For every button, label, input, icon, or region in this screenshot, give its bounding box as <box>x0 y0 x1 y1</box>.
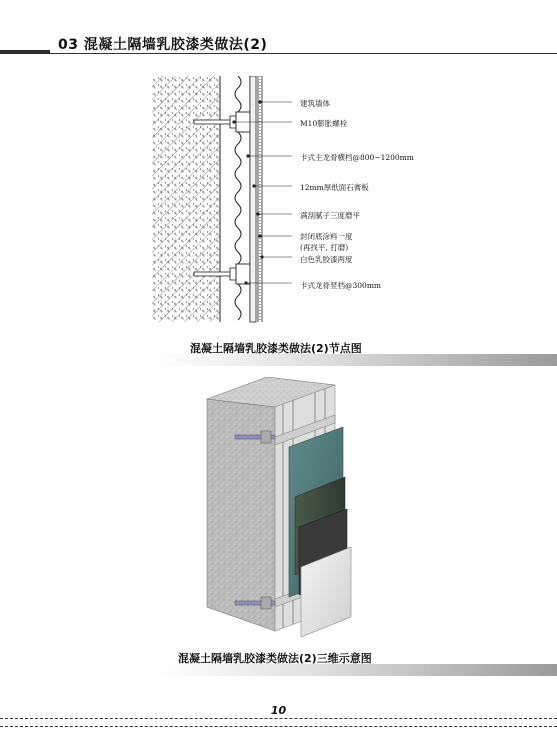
section-title: 混凝土隔墙乳胶漆类做法(2) <box>83 37 268 53</box>
concrete-wall-aggregate <box>152 76 220 322</box>
callout-main-runner: 卡式主龙骨横档@800~1200mm <box>300 153 414 162</box>
section-number: 03 <box>58 37 79 53</box>
gypsum-board <box>250 76 256 322</box>
callout-primer-note: (再找平, 打磨) <box>300 243 349 252</box>
callout-expansion-bolt: M10膨胀螺栓 <box>300 119 348 128</box>
header-accent-bar <box>0 50 50 54</box>
callout-latex-paint: 白色乳胶漆两度 <box>300 255 353 264</box>
caption-node-detail: 混凝土隔墙乳胶漆类做法(2)节点图 <box>190 342 362 355</box>
callout-gypsum-board: 12mm厚纸面石膏板 <box>300 183 369 192</box>
callout-primer: 封闭底涂料一度 <box>300 232 353 241</box>
node-detail-drawing <box>150 76 430 326</box>
page-title <box>58 34 267 54</box>
caption-3d-view: 混凝土隔墙乳胶漆类做法(2)三维示意图 <box>178 652 372 665</box>
footer-dash-line-1 <box>0 718 557 719</box>
page-number: 10 <box>270 704 287 717</box>
three-d-view <box>205 377 355 639</box>
footer-dash-line-2 <box>0 726 557 727</box>
callout-putty: 满刮腻子三度磨平 <box>300 211 360 220</box>
main-runner-bottom <box>236 264 250 284</box>
callout-vertical-stud: 卡式龙骨竖档@300mm <box>300 281 382 290</box>
callout-building-wall: 建筑墙体 <box>300 99 330 108</box>
